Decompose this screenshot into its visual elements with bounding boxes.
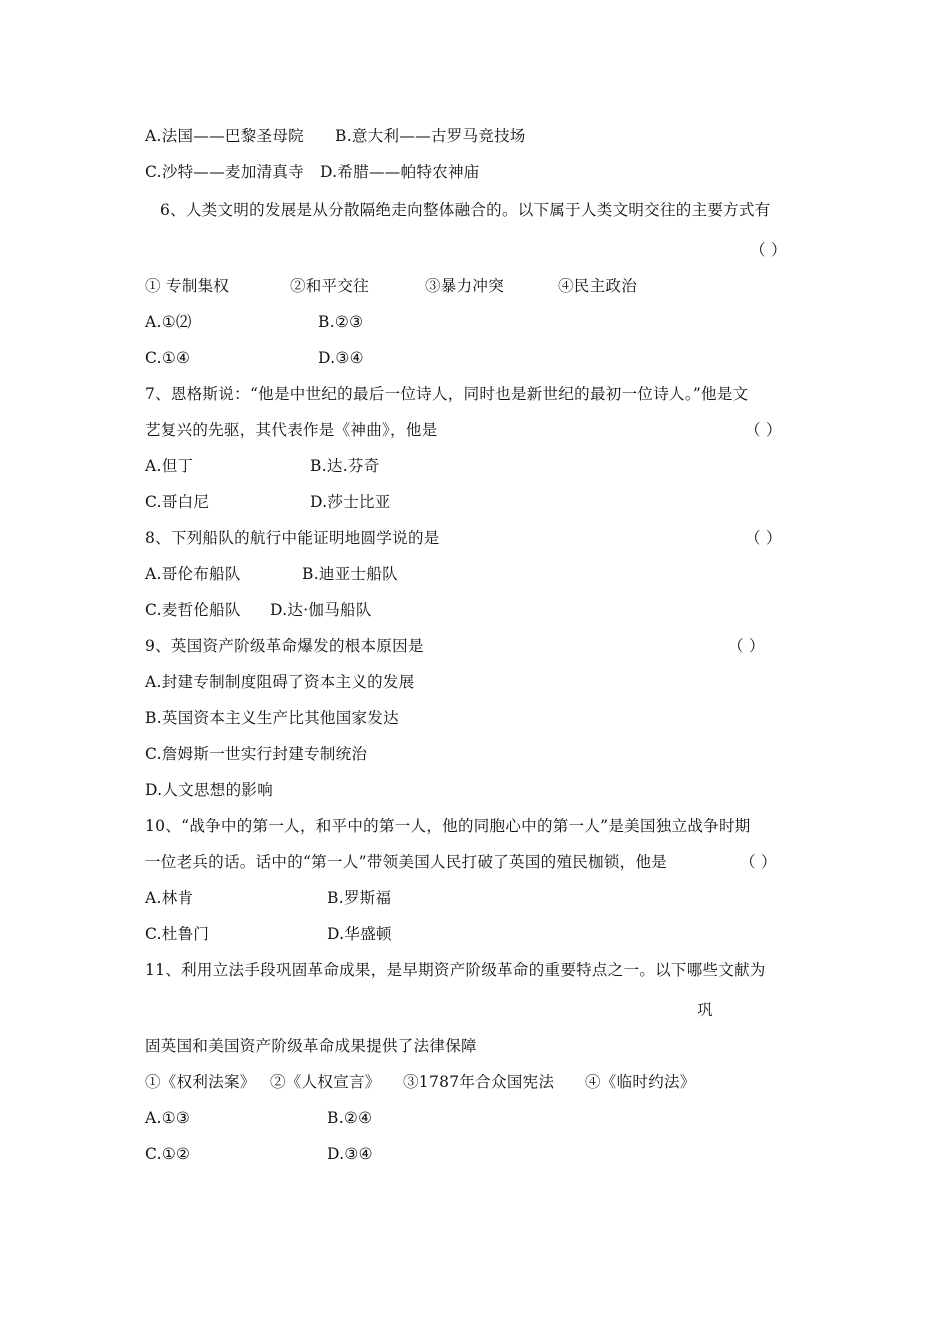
q5-option-d: D.希腊——帕特农神庙 [320,163,480,181]
q9-option-a: A.封建专制制度阻碍了资本主义的发展 [145,673,415,691]
q10-option-d: D.华盛顿 [327,925,392,943]
q5-option-c: C.沙特——麦加清真寺 [145,163,305,181]
q6-option-a: A.①⑵ [145,313,192,331]
q10-stem-line-1: 10、“战争中的第一人，和平中的第一人，他的同胞心中的第一人”是美国独立战争时期 [145,817,751,835]
q7-option-d: D.莎士比亚 [310,493,391,511]
q7-option-c: C.哥白尼 [145,493,210,511]
q10-option-c: C.杜鲁门 [145,925,210,943]
q9-option-d: D.人文思想的影响 [145,781,274,799]
q6-item-1: ① 专制集权 [145,277,230,295]
q11-stem-line-1: 11、利用立法手段巩固革命成果，是早期资产阶级革命的重要特点之一。以下哪些文献为 [145,961,766,979]
q10-option-b: B.罗斯福 [327,889,392,907]
q8-option-c: C.麦哲伦船队 [145,601,241,619]
q11-option-c: C.①② [145,1145,191,1163]
q10-stem-line-2: 一位老兵的话。话中的“第一人”带领美国人民打破了英国的殖民枷锁，他是 [145,853,668,871]
q7-stem-line-1: 7、恩格斯说：“他是中世纪的最后一位诗人，同时也是新世纪的最初一位诗人。”他是文 [145,385,749,403]
q11-stem-wrap: 巩 [697,1001,713,1019]
q6-option-b: B.②③ [318,313,364,331]
q6-item-2: ②和平交往 [290,277,370,295]
q6-item-4: ④民主政治 [558,277,638,295]
q6-item-3: ③暴力冲突 [425,277,505,295]
q6-answer-paren: （ ） [750,241,787,259]
q9-answer-paren: （ ） [728,637,765,655]
q11-option-b: B.②④ [327,1109,373,1127]
q8-option-b: B.迪亚士船队 [302,565,398,583]
q11-option-d: D.③④ [327,1145,373,1163]
q11-item-4: ④《临时约法》 [585,1073,696,1091]
q9-stem: 9、英国资产阶级革命爆发的根本原因是 [145,637,424,655]
q7-option-b: B.达.芬奇 [310,457,380,475]
q8-answer-paren: （ ） [745,529,782,547]
q8-option-d: D.达·伽马船队 [270,601,372,619]
q7-stem-line-2: 艺复兴的先驱，其代表作是《神曲》，他是 [145,421,438,439]
q11-item-1: ①《权利法案》 [145,1073,256,1091]
q8-option-a: A.哥伦布船队 [145,565,241,583]
q9-option-c: C.詹姆斯一世实行封建专制统治 [145,745,368,763]
q6-stem: 6、人类文明的发展是从分散隔绝走向整体融合的。以下属于人类文明交往的主要方式有 [160,201,771,219]
q11-item-3: ③1787年合众国宪法 [403,1073,555,1091]
q10-option-a: A.林肯 [145,889,194,907]
q7-answer-paren: （ ） [745,421,782,439]
q11-option-a: A.①③ [145,1109,191,1127]
q5-option-b: B.意大利——古罗马竞技场 [335,127,526,145]
q8-stem: 8、下列船队的航行中能证明地圆学说的是 [145,529,440,547]
q7-option-a: A.但丁 [145,457,194,475]
q5-option-a: A.法国——巴黎圣母院 [145,127,304,145]
q10-answer-paren: （ ） [740,853,777,871]
q6-option-d: D.③④ [318,349,364,367]
q9-option-b: B.英国资本主义生产比其他国家发达 [145,709,399,727]
q11-item-2: ②《人权宣言》 [270,1073,381,1091]
q11-stem-line-2: 固英国和美国资产阶级革命成果提供了法律保障 [145,1037,477,1055]
q6-option-c: C.①④ [145,349,191,367]
